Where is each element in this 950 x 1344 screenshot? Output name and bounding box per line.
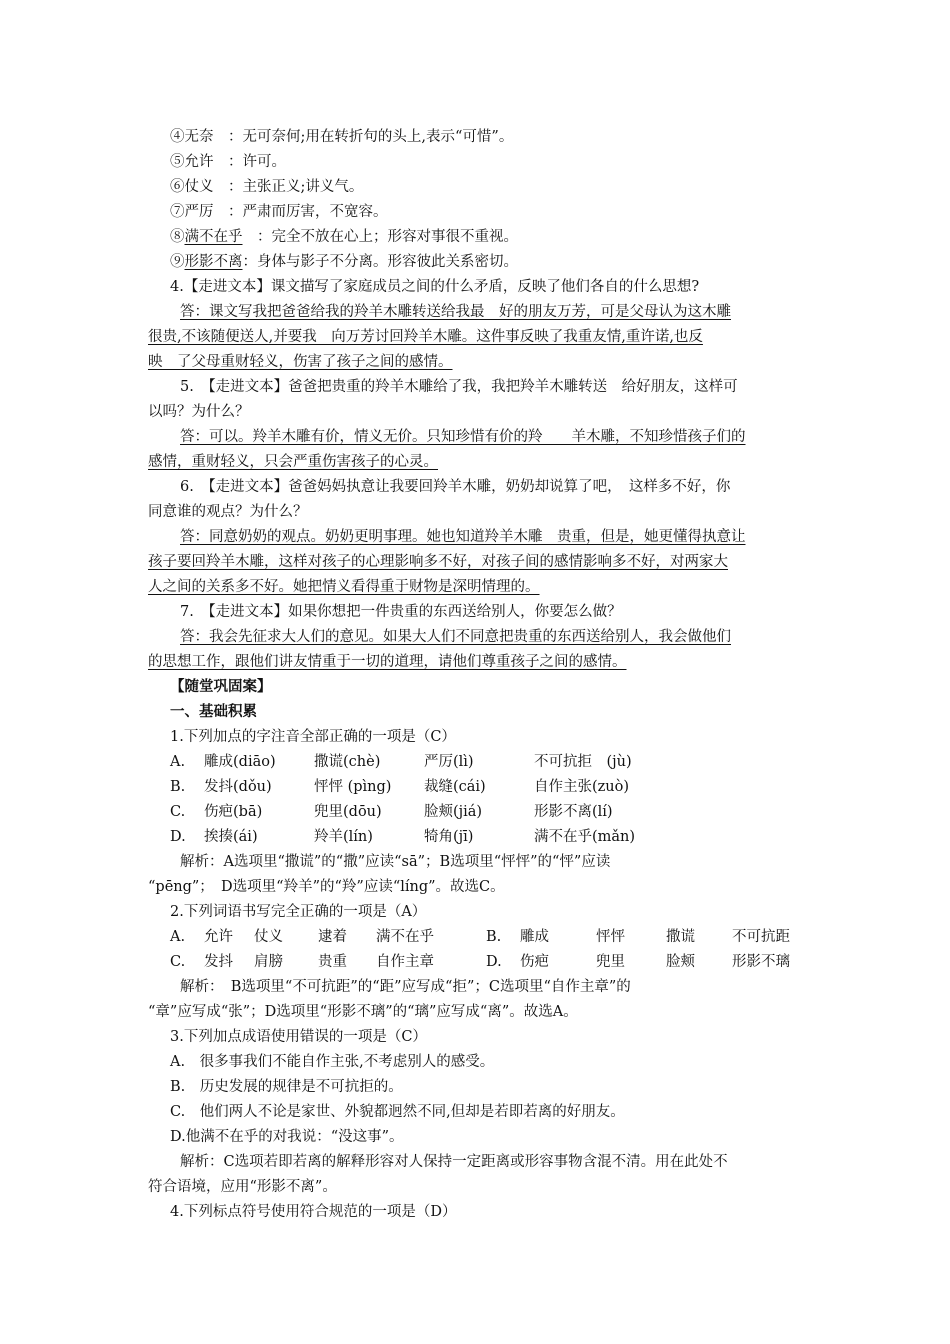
vocab-word: 仗义 <box>184 179 214 195</box>
answer-4-line-3: 映 了父母重财轻义，伤害了孩子之间的感情。 <box>148 354 453 370</box>
vocab-item <box>170 253 810 271</box>
mc2-explanation-line-1: 解析： B选项里“不可抗距”的“距”应写成“拒”；C选项里“自作主章”的 <box>180 979 631 995</box>
mc3-explanation-line-1: 解析：C选项若即若离的解释形容对人保持一定距离或形容事物含混不清。用在此处不 <box>180 1154 728 1170</box>
answer-6-line-3: 人之间的关系多不好。她把情义看得重于财物是深明情理的。 <box>148 579 540 595</box>
vocab-definition: ：许可。 <box>228 154 286 170</box>
subsection-title: 一、基础积累 <box>170 703 257 720</box>
vocab-number: ⑧ <box>170 229 185 245</box>
mc2-options-row-2: C. 发抖 肩膀 贵重 自作主章 D. 伤疤 兜里 脸颊 形影不璃 <box>170 954 790 970</box>
vocab-definition: ：主张正义;讲义气。 <box>228 179 364 195</box>
mc3-option-d: D.他满不在乎的对我说：“没这事”。 <box>170 1129 404 1145</box>
mc1-explanation-line-2: “pēng”； D选项里“羚羊”的“羚”应读“líng”。故选C。 <box>148 879 505 895</box>
answer-7-line-2: 的思想工作，跟他们讲友情重于一切的道理，请他们尊重孩子之间的感情。 <box>148 654 627 670</box>
vocab-number: ⑨ <box>170 254 185 270</box>
question-4: 4.【走进文本】课文描写了家庭成员之间的什么矛盾，反映了他们各自的什么思想? <box>170 279 700 295</box>
vocab-item <box>170 178 810 196</box>
vocab-item <box>170 203 810 221</box>
answer-6-line-2: 孩子要回羚羊木雕，这样对孩子的心理影响多不好，对孩子间的感情影响多不好，对两家大 <box>148 554 728 570</box>
vocab-item <box>170 228 810 246</box>
mc2-question: 2.下列词语书写完全正确的一项是（A） <box>170 904 427 920</box>
section-title: 【随堂巩固案】 <box>170 678 272 695</box>
vocab-word: 严厉 <box>184 204 214 220</box>
mc2-explanation-line-2: “章”应写成“张”；D选项里“形影不璃”的“璃”应写成“离”。故选A。 <box>148 1004 578 1020</box>
vocab-word: 允许 <box>184 154 214 170</box>
mc1-question: 1.下列加点的字注音全部正确的一项是（C） <box>170 729 456 745</box>
vocab-item <box>170 153 810 171</box>
vocab-word: 满不在乎 <box>184 229 243 245</box>
vocab-definition: ：严肃而厉害，不宽容。 <box>228 204 388 220</box>
mc1-explanation-line-1: 解析：A选项里“撒谎”的“撒”应读“sā”；B选项里“怦怦”的“怦”应读 <box>180 854 611 870</box>
mc1-option-a: A. 雕成(diāo) 撒谎(chè) 严厉(lì) 不可抗拒 (jù) <box>170 754 632 770</box>
vocab-definition: ：无可奈何;用在转折句的头上,表示“可惜”。 <box>228 129 514 145</box>
vocab-number: ④ <box>170 129 185 145</box>
answer-5-line-1: 答：可以。羚羊木雕有价，情义无价。只知珍惜有价的羚 羊木雕，不知珍惜孩子们的 <box>180 429 746 445</box>
vocab-word: 形影不离 <box>184 254 243 270</box>
answer-6-line-1: 答：同意奶奶的观点。奶奶更明事理。她也知道羚羊木雕 贵重，但是，她更懂得执意让 <box>180 529 746 545</box>
mc3-question: 3.下列加点成语使用错误的一项是（C） <box>170 1029 427 1045</box>
mc3-option-a: A. 很多事我们不能自作主张,不考虑别人的感受。 <box>170 1054 495 1070</box>
mc3-explanation-line-2: 符合语境，应用“形影不离”。 <box>148 1179 337 1195</box>
answer-4-line-1: 答：课文写我把爸爸给我的羚羊木雕转送给我最 好的朋友万芳，可是父母认为这木雕 <box>180 304 731 320</box>
mc1-option-c: C. 伤疤(bā) 兜里(dōu) 脸颊(jiá) 形影不离(lí) <box>170 804 613 820</box>
vocab-number: ⑥ <box>170 179 185 195</box>
question-7: 7. 【走进文本】如果你想把一件贵重的东西送给别人，你要怎么做？ <box>180 604 622 620</box>
mc2-options-row-1: A. 允许 仗义 逮着 满不在乎 B. 雕成 怦怦 撒谎 不可抗距 <box>170 929 790 945</box>
vocab-item <box>170 128 810 146</box>
mc3-option-b: B. 历史发展的规律是不可抗拒的。 <box>170 1079 403 1095</box>
question-5-line-1: 5. 【走进文本】爸爸把贵重的羚羊木雕给了我，我把羚羊木雕转送 给好朋友，这样可 <box>180 379 738 395</box>
answer-5-line-2: 感情，重财轻义，只会严重伤害孩子的心灵。 <box>148 454 438 470</box>
vocab-number: ⑤ <box>170 154 185 170</box>
vocab-number: ⑦ <box>170 204 185 220</box>
vocab-definition: ：身体与影子不分离。形容彼此关系密切。 <box>242 254 518 270</box>
question-6-line-1: 6. 【走进文本】爸爸妈妈执意让我要回羚羊木雕，奶奶却说算了吧， 这样多不好，你 <box>180 479 731 495</box>
vocab-definition: ：完全不放在心上；形容对事很不重视。 <box>257 229 518 245</box>
mc1-option-b: B. 发抖(dǒu) 怦怦 (pìng) 裁缝(cái) 自作主张(zuò) <box>170 779 630 795</box>
mc3-option-c: C. 他们两人不论是家世、外貌都迥然不同,但却是若即若离的好朋友。 <box>170 1104 625 1120</box>
question-5-line-2: 以吗？为什么？ <box>148 404 250 420</box>
mc1-option-d: D. 挨揍(ái) 羚羊(lín) 犄角(jī) 满不在乎(mǎn) <box>170 829 636 845</box>
vocab-word: 无奈 <box>184 129 214 145</box>
answer-4-line-2: 很贵,不该随便送人,并要我 向万芳讨回羚羊木雕。这件事反映了我重友情,重许诺,也反 <box>148 329 703 345</box>
mc4-question: 4.下列标点符号使用符合规范的一项是（D） <box>170 1204 457 1220</box>
question-6-line-2: 同意谁的观点？为什么？ <box>148 504 308 520</box>
answer-7-line-1: 答：我会先征求大人们的意见。如果大人们不同意把贵重的东西送给别人，我会做他们 <box>180 629 731 645</box>
